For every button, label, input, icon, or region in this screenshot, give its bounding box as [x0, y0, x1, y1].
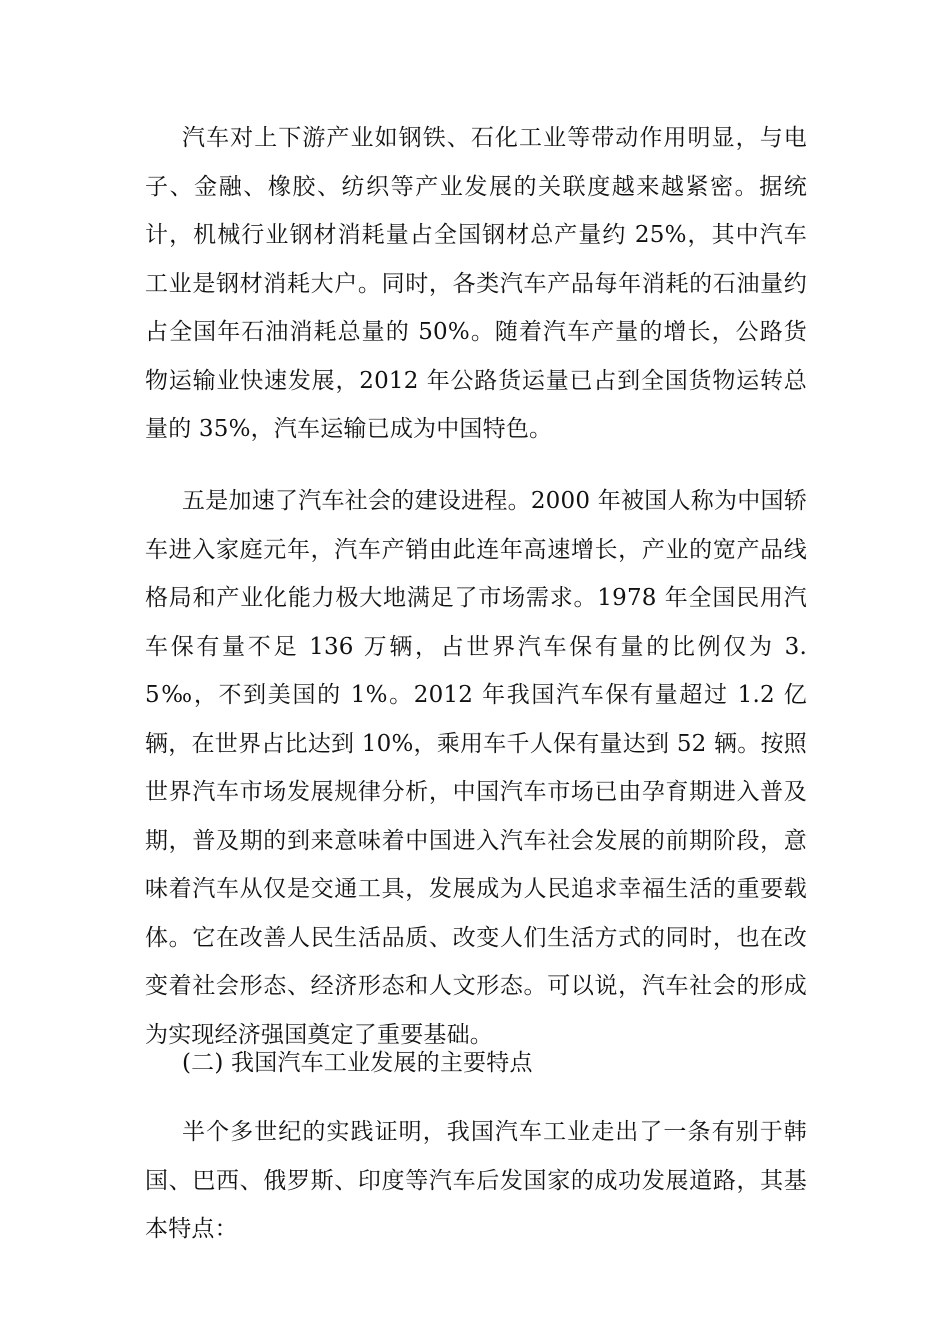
- body-paragraph-2: 五是加速了汽车社会的建设进程。2000 年被国人称为中国轿车进入家庭元年，汽车产销由此连年高速增长，产业的宽产品线格局和产业化能力极大地满足了市场需求。1978 年全国民用汽车保有量不足 136 万辆，占世界汽车保有量的比例仅为 3.5‰，不到美国的 1%。2012 年我国汽车保有量超过 1.2 亿辆，在世界占比达到 10%，乘用车千人保有量达到 52 辆。按照世界汽车市场发展规律分析，中国汽车市场已由孕育期进入普及期，普及期的到来意味着中国进入汽车社会发展的前期阶段，意味着汽车从仅是交通工具，发展成为人民追求幸福生活的重要载体。它在改善人民生活品质、改变人们生活方式的同时，也在改变着社会形态、经济形态和人文形态。可以说，汽车社会的形成为实现经济强国奠定了重要基础。: [145, 488, 807, 1048]
- section-heading: (二) 我国汽车工业发展的主要特点: [182, 1050, 533, 1076]
- body-paragraph-3: 半个多世纪的实践证明，我国汽车工业走出了一条有别于韩国、巴西、俄罗斯、印度等汽车后发国家的成功发展道路，其基本特点：: [145, 1119, 807, 1242]
- body-paragraph-1: 汽车对上下游产业如钢铁、石化工业等带动作用明显，与电子、金融、橡胶、纺织等产业发展的关联度越来越紧密。据统计，机械行业钢材消耗量占全国钢材总产量约 25%，其中汽车工业是钢材消耗大户。同时，各类汽车产品每年消耗的石油量约占全国年石油消耗总量的 50%。随着汽车产量的增长，公路货物运输业快速发展，2012 年公路货运量已占到全国货物运转总量的 35%，汽车运输已成为中国特色。: [145, 125, 807, 442]
